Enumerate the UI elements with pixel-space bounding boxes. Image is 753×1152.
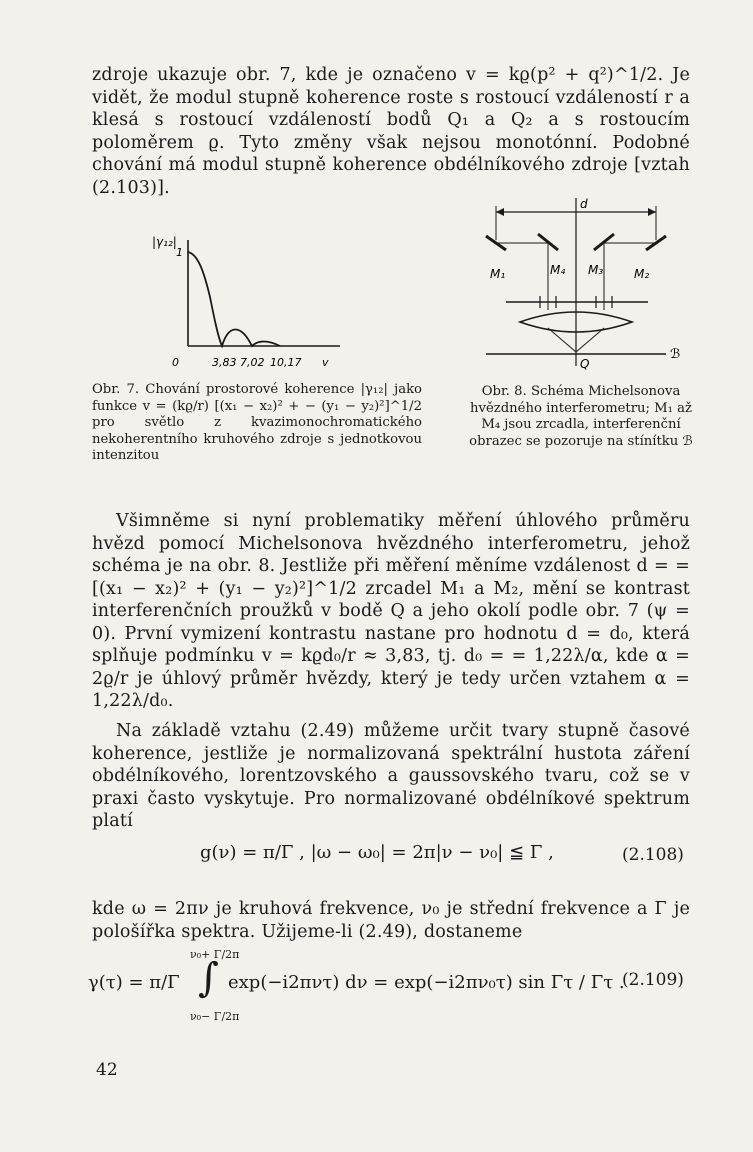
fig8-screen-label: ℬ — [670, 347, 681, 362]
fig8-q-label: Q — [580, 357, 590, 371]
page-number: 42 — [96, 1060, 118, 1080]
equation-2-108: g(ν) = π/Γ , |ω − ω₀| = 2π|ν − ν₀| ≦ Γ , — [200, 842, 554, 863]
fig8-label-m1: M₁ — [490, 267, 506, 281]
fig7-xlabel: v — [322, 356, 329, 369]
integral-sign: ∫ — [198, 955, 219, 1001]
fig7-ylabel: |γ₁₂| — [152, 235, 177, 249]
fig8-label-m2: M₂ — [634, 267, 650, 281]
fig7-xtick-0: 0 — [172, 356, 179, 369]
fig7-xtick-2: 7,02 — [240, 356, 265, 369]
fig7-curve — [188, 252, 280, 346]
fig8-label-m4: M₄ — [550, 263, 566, 277]
integral-upper-limit: ν₀+ Γ/2π — [190, 948, 240, 961]
paragraph-3: Na základě vztahu (2.49) můžeme určit tvary stupně časové koherence, jestliže je normalizovaná spektrální hustota záření obdélníkového, lorentzovského a gaussovského tvaru, což se v praxi často vyskytuje. Pro normalizované obdélníkové spektrum platí — [92, 721, 690, 831]
fig7-ytick: 1 — [176, 246, 183, 259]
paragraph-2: Všimněme si nyní problematiky měření úhlového průměru hvězd pomocí Michelsonova hvězdného interferometru, jehož schéma je na obr. 8. Jestliže při měření měníme vzdálenost d = = [(x₁ − x₂)² + (y₁ − y₂)²]^1/2 zrcadel M₁ a M₂, mění se kontrast interferenčních proužků v bodě Q a jeho okolí podle obr. 7 (ψ = 0). První vymizení kontrastu nastane pro hodnotu d = d₀, která splňuje podmínku v = kϱd₀/r ≈ 3,83, tj. d₀ = = 1,22λ/α, kde α = 2ϱ/r je úhlový průměr hvězdy, který je tedy určen vztahem α = 1,22λ/d₀. — [92, 511, 690, 711]
figure-7-plot — [140, 222, 370, 372]
paragraph-4: kde ω = 2πν je kruhová frekvence, ν₀ je střední frekvence a Γ je pološířka spektra. Užijeme-li (2.49), dostaneme — [92, 899, 690, 942]
equation-number-2-109: (2.109) — [622, 970, 684, 990]
equation-number-2-108: (2.108) — [622, 845, 684, 865]
equation-2-109-lhs: γ(τ) = π/Γ — [88, 972, 180, 993]
fig7-xtick-1: 3,83 — [212, 356, 237, 369]
fig7-xtick-3: 10,17 — [270, 356, 302, 369]
integral-lower-limit: ν₀− Γ/2π — [190, 1010, 240, 1023]
figure-8-diagram — [476, 198, 696, 378]
fig8-label-m3: M₃ — [588, 263, 604, 277]
fig8-d-label: d — [580, 198, 588, 211]
figure-7-caption: Obr. 7. Chování prostorové koherence |γ₁₂| jako funkce v = (kϱ/r) [(x₁ − x₂)² + − (y₁ − y₂)²]^1/2 pro světlo z kvazimonochromatického nekoherentního kruhového zdroje s jednotkovou intenzitou — [92, 382, 422, 463]
figure-8-caption: Obr. 8. Schéma Michelsonova hvězdného interferometru; M₁ až M₄ jsou zrcadla, interferenční obrazec se pozoruje na stínítku ℬ — [469, 384, 693, 449]
equation-2-109-rhs: exp(−i2πντ) dν = exp(−i2πν₀τ) sin Γτ / Γτ . — [228, 972, 625, 993]
paragraph-1: zdroje ukazuje obr. 7, kde je označeno v = kϱ(p² + q²)^1/2. Je vidět, že modul stupně koherence roste s rostoucí vzdáleností r a klesá s rostoucí vzdáleností bodů Q₁ a Q₂ a s rostoucím poloměrem ϱ. Tyto změny však nejsou monotónní. Podobné chování má modul stupně koherence obdélníkového zdroje [vztah (2.103)]. — [92, 65, 690, 198]
